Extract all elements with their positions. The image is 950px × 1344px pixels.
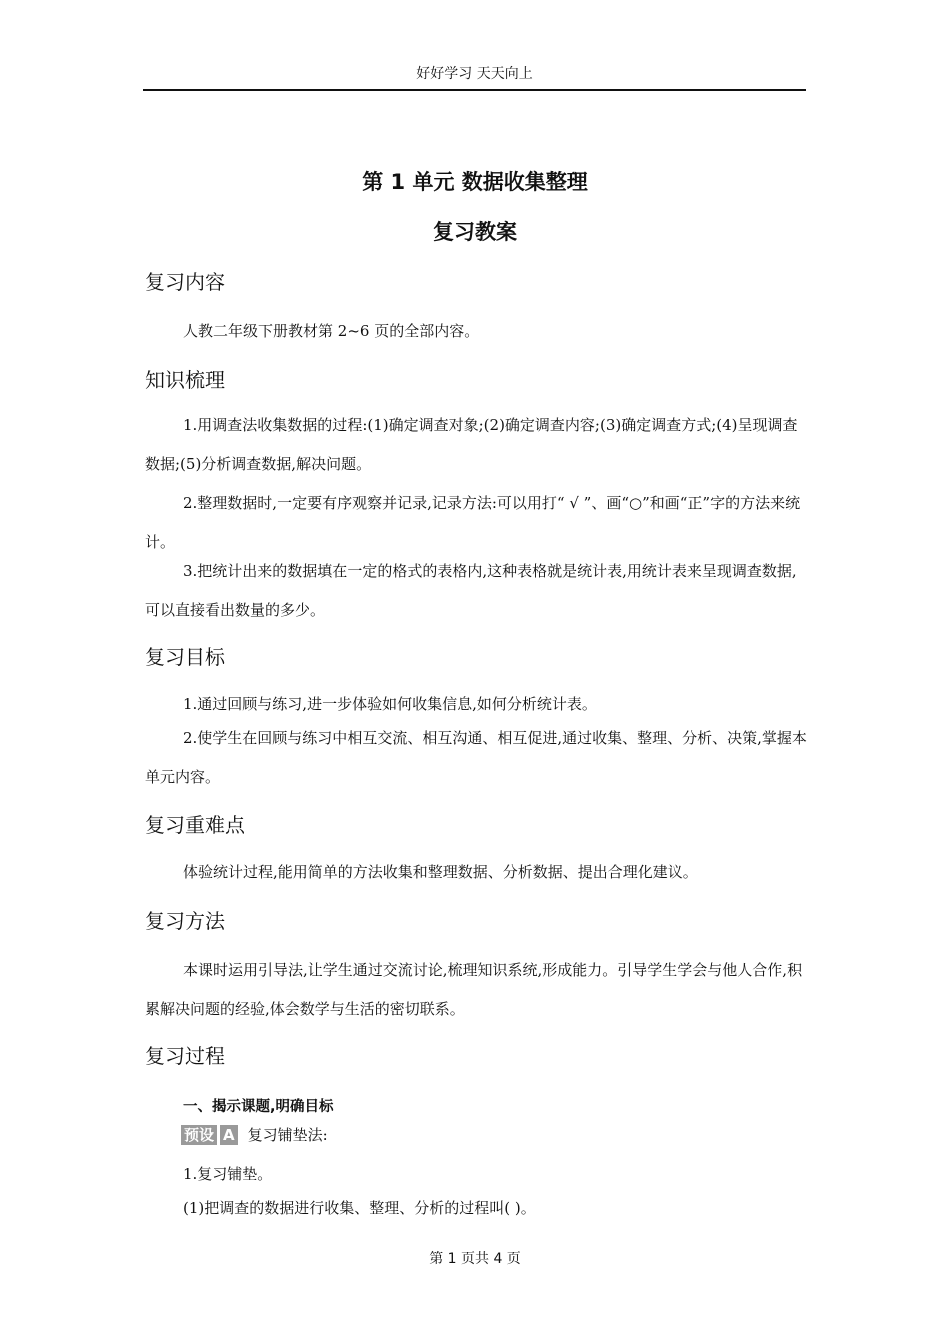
heading-content: 复习内容 bbox=[145, 270, 225, 294]
knowledge-item-3: 3.把统计出来的数据填在一定的格式的表格内,这种表格就是统计表,用统计表来呈现调查数据,可以直接看出数量的多少。 bbox=[145, 562, 797, 619]
review-question: (1)把调查的数据进行收集、整理、分析的过程叫( )。 bbox=[183, 1199, 536, 1217]
preset-row bbox=[181, 1124, 328, 1145]
preset-label-badge: A bbox=[220, 1125, 238, 1145]
heading-keypoints: 复习重难点 bbox=[145, 813, 245, 837]
goal-item-1: 1.通过回顾与练习,进一步体验如何收集信息,如何分析统计表。 bbox=[183, 695, 597, 713]
process-subheading: 一、揭示课题,明确目标 bbox=[183, 1099, 334, 1115]
lesson-title: 复习教案 bbox=[433, 220, 517, 244]
heading-goals: 复习目标 bbox=[145, 645, 225, 669]
page-header: 好好学习 天天向上 bbox=[143, 64, 806, 91]
heading-knowledge: 知识梳理 bbox=[145, 368, 225, 392]
content-text: 人教二年级下册教材第 2~6 页的全部内容。 bbox=[183, 322, 480, 340]
unit-title: 第 1 单元 数据收集整理 bbox=[362, 170, 588, 194]
knowledge-item-1: 1.用调查法收集数据的过程:(1)确定调查对象;(2)确定调查内容;(3)确定调查方式;(4)呈现调查数据;(5)分析调查数据,解决问题。 bbox=[145, 416, 798, 473]
preset-text: 复习铺垫法: bbox=[247, 1126, 328, 1144]
heading-method: 复习方法 bbox=[145, 909, 225, 933]
goal-item-2: 2.使学生在回顾与练习中相互交流、相互沟通、相互促进,通过收集、整理、分析、决策,掌握本单元内容。 bbox=[145, 729, 807, 786]
keypoints-text: 体验统计过程,能用简单的方法收集和整理数据、分析数据、提出合理化建议。 bbox=[183, 863, 698, 881]
method-text: 本课时运用引导法,让学生通过交流讨论,梳理知识系统,形成能力。引导学生学会与他人合作,积累解决问题的经验,体会数学与生活的密切联系。 bbox=[145, 961, 803, 1018]
preset-badge: 预设 bbox=[181, 1125, 217, 1145]
knowledge-item-2: 2.整理数据时,一定要有序观察并记录,记录方法:可以用打“ √ ”、画“○”和画“正”字的方法来统计。 bbox=[145, 494, 801, 551]
review-item: 1.复习铺垫。 bbox=[183, 1165, 273, 1183]
heading-process: 复习过程 bbox=[145, 1044, 225, 1068]
page-footer: 第 1 页共 4 页 bbox=[429, 1251, 521, 1267]
